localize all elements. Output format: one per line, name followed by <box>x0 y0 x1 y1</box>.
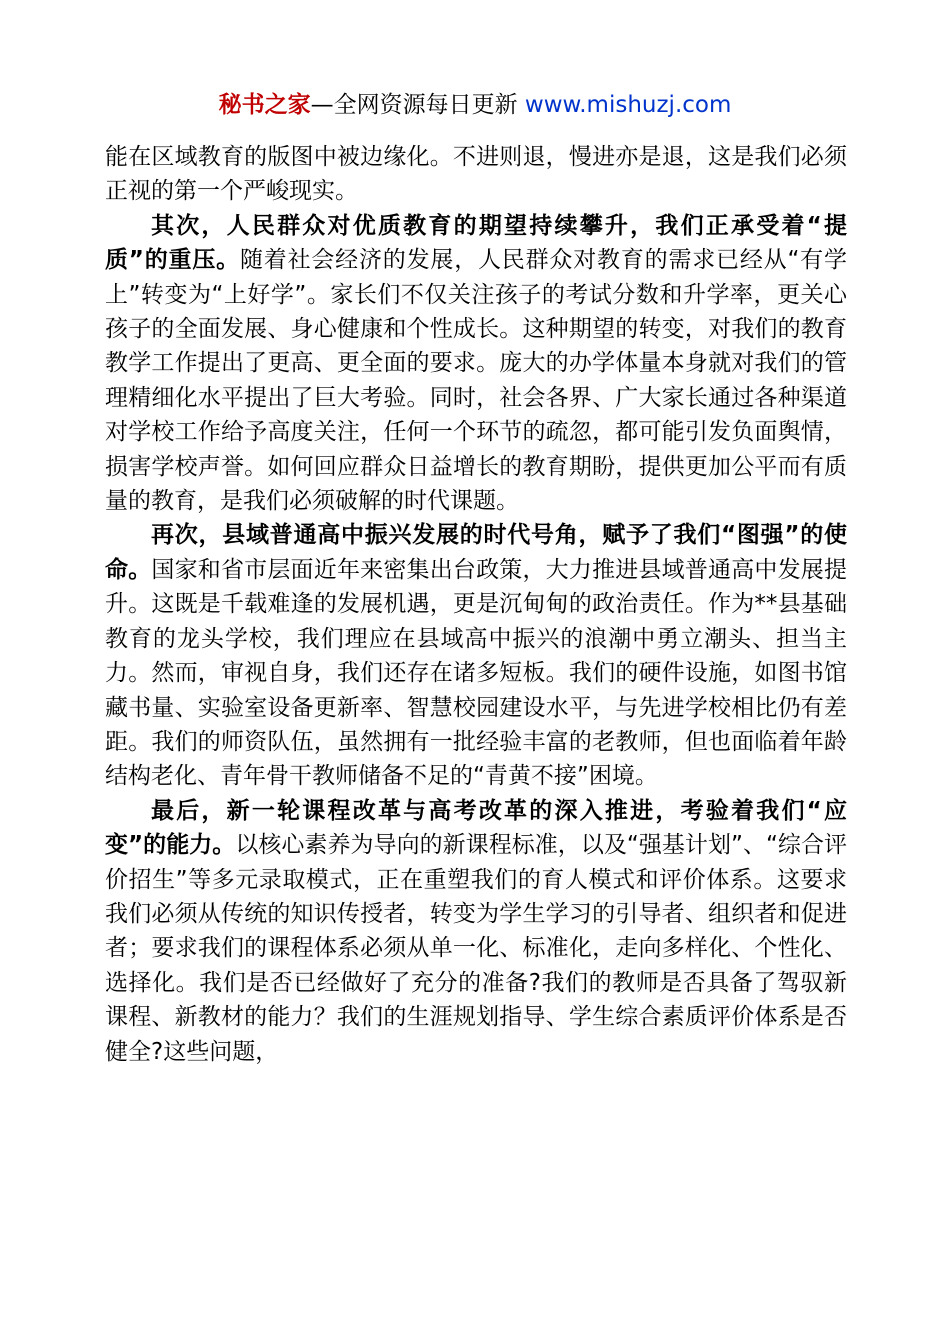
paragraph-body: 能在区域教育的版图中被边缘化。不进则退，慢进亦是退，这是我们必须正视的第一个严峻现实。 <box>105 144 847 205</box>
paragraph-fourth <box>105 794 847 1069</box>
site-url-link[interactable]: www.mishuzj.com <box>524 92 732 118</box>
document-body <box>105 140 847 1069</box>
paragraph-lead: 最后，新一轮课程改革与高考改革的深入推进，考验着我们“应变”的能力。 <box>105 797 847 859</box>
paragraph-continuation <box>105 140 847 209</box>
paragraph-lead: 其次，人民群众对优质教育的期望持续攀升，我们正承受着“提质”的重压。 <box>105 212 847 274</box>
site-tagline: —全网资源每日更新 <box>310 92 525 118</box>
paragraph-body: 国家和省市层面近年来密集出台政策，大力推进县域普通高中发展提升。这既是千载难逢的发展机遇，更是沉甸甸的政治责任。作为**县基础教育的龙头学校，我们理应在县域高中振兴的浪潮中勇立潮头、担当主力。然而，审视自身，我们还存在诸多短板。我们的硬件设施，如图书馆藏书量、实验室设备更新率、智慧校园建设水平，与先进学校相比仍有差距。我们的师资队伍，虽然拥有一批经验丰富的老教师，但也面临着年龄结构老化、青年骨干教师储备不足的“青黄不接”困境。 <box>105 556 848 790</box>
paragraph-body: 随着社会经济的发展，人民群众对教育的需求已经从“有学上”转变为“上好学”。家长们不仅关注孩子的考试分数和升学率，更关心孩子的全面发展、身心健康和个性成长。这种期望的转变，对我们的教育教学工作提出了更高、更全面的要求。庞大的办学体量本身就对我们的管理精细化水平提出了巨大考验。同时，社会各界、广大家长通过各种渠道对学校工作给予高度关注，任何一个环节的疏忽，都可能引发负面舆情，损害学校声誉。如何回应群众日益增长的教育期盼，提供更加公平而有质量的教育，是我们必须破解的时代课题。 <box>105 247 847 515</box>
paragraph-third <box>105 518 847 793</box>
paragraph-body: 以核心素养为导向的新课程标准，以及“强基计划”、“综合评价招生”等多元录取模式，正在重塑我们的育人模式和评价体系。这要求我们必须从传统的知识传授者，转变为学生学习的引导者、组织者和促进者；要求我们的课程体系必须从单一化、标准化，走向多样化、个性化、选择化。我们是否已经做好了充分的准备?我们的教师是否具备了驾驭新课程、新教材的能力？我们的生涯规划指导、学生综合素质评价体系是否健全?这些问题， <box>105 832 847 1065</box>
site-brand: 秘书之家 <box>218 92 311 118</box>
paragraph-second <box>105 209 847 519</box>
paragraph-lead: 再次，县域普通高中振兴发展的时代号角，赋予了我们“图强”的使命。 <box>105 522 847 583</box>
site-header <box>0 88 950 122</box>
